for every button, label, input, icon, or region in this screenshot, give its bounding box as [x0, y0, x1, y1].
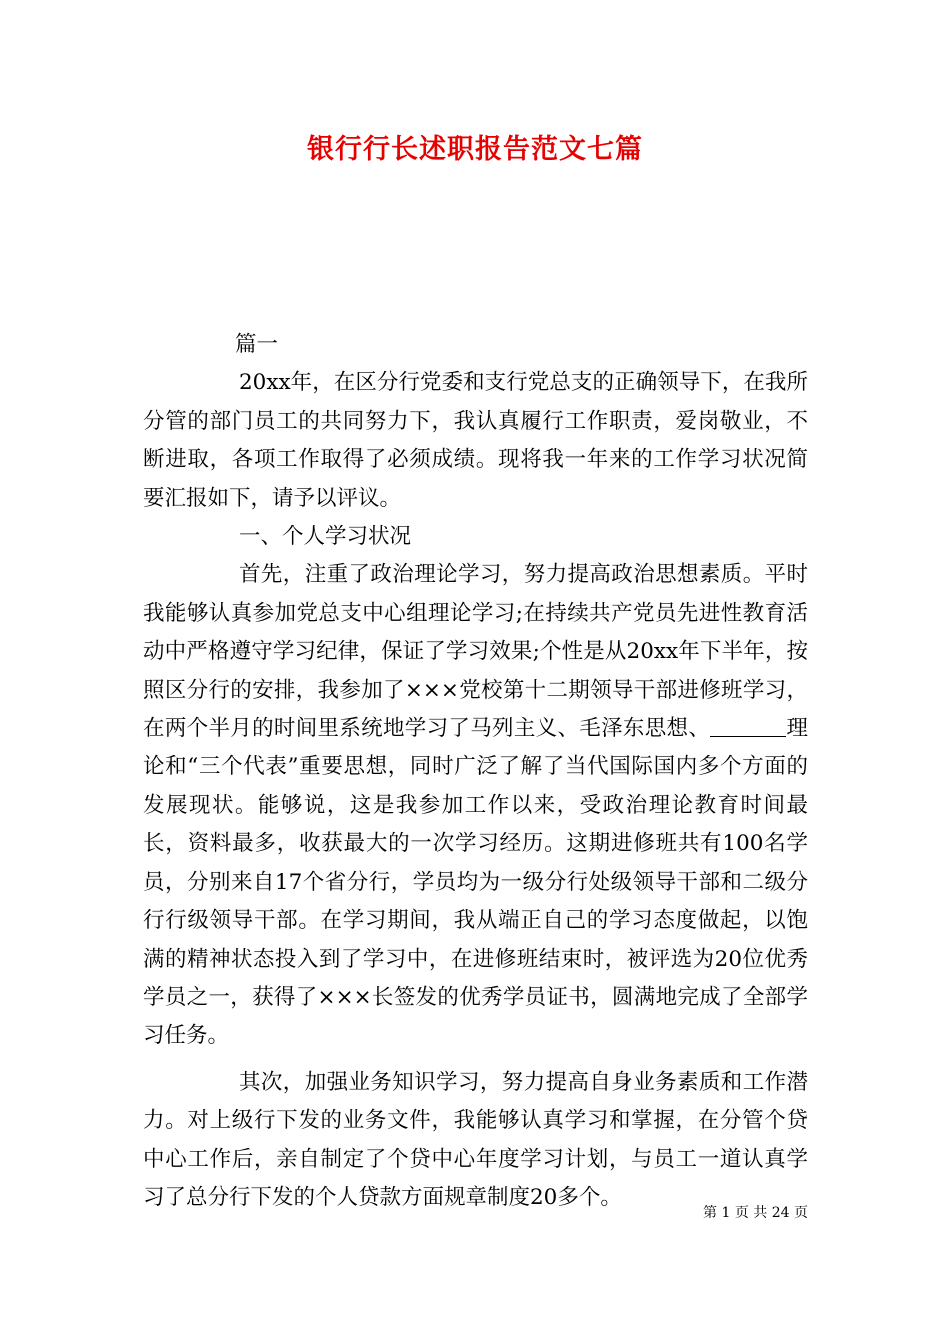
page-title: 银行行长述职报告范文七篇	[307, 134, 643, 165]
page-footer: 第 1 页 共 24 页	[703, 1205, 808, 1221]
body-paragraph-1	[143, 556, 808, 1055]
paragraph-text: 首先，注重了政治理论学习，努力提高政治思想素质。平时我能够认真参加党总支中心组理论学习;在持续共产党员先进性教育活动中严格遵守学习纪律，保证了学习效果;个性是从20xx年下半年，按照区分行的安排，我参加了×××党校第十二期领导干部进修班学习，在两个半月的时间里系统地学习了马列主义、毛泽东思想、	[143, 562, 808, 742]
paragraph-text: 理论和“三个代表”重要思想，同时广泛了解了当代国际国内多个方面的发展现状。能够说，这是我参加工作以来，受政治理论教育时间最长，资料最多，收获最大的一次学习经历。这期进修班共有100名学员，分别来自17个省分行，学员均为一级分行处级领导干部和二级分行行级领导干部。在学习期间，我从端正自己的学习态度做起，以饱满的精神状态投入到了学习中，在进修班结束时，被评选为20位优秀学员之一，获得了×××长签发的优秀学员证书，圆满地完成了全部学习任务。	[143, 716, 808, 1049]
document-body	[143, 326, 808, 1217]
section-heading: 一、个人学习状况	[239, 524, 412, 550]
section-label: 篇一	[235, 332, 279, 357]
fill-in-blank	[710, 715, 786, 738]
body-paragraph-2: 其次，加强业务知识学习，努力提高自身业务素质和工作潜力。对上级行下发的业务文件，我能够认真学习和掌握，在分管个贷中心工作后，亲自制定了个贷中心年度学习计划，与员工一道认真学习了总分行下发的个人贷款方面规章制度20多个。	[143, 1069, 808, 1210]
intro-paragraph: 20xx年，在区分行党委和支行党总支的正确领导下，在我所分管的部门员工的共同努力下，我认真履行工作职责，爱岗敬业，不断进取，各项工作取得了必须成绩。现将我一年来的工作学习状况简要汇报如下，请予以评议。	[143, 370, 808, 511]
